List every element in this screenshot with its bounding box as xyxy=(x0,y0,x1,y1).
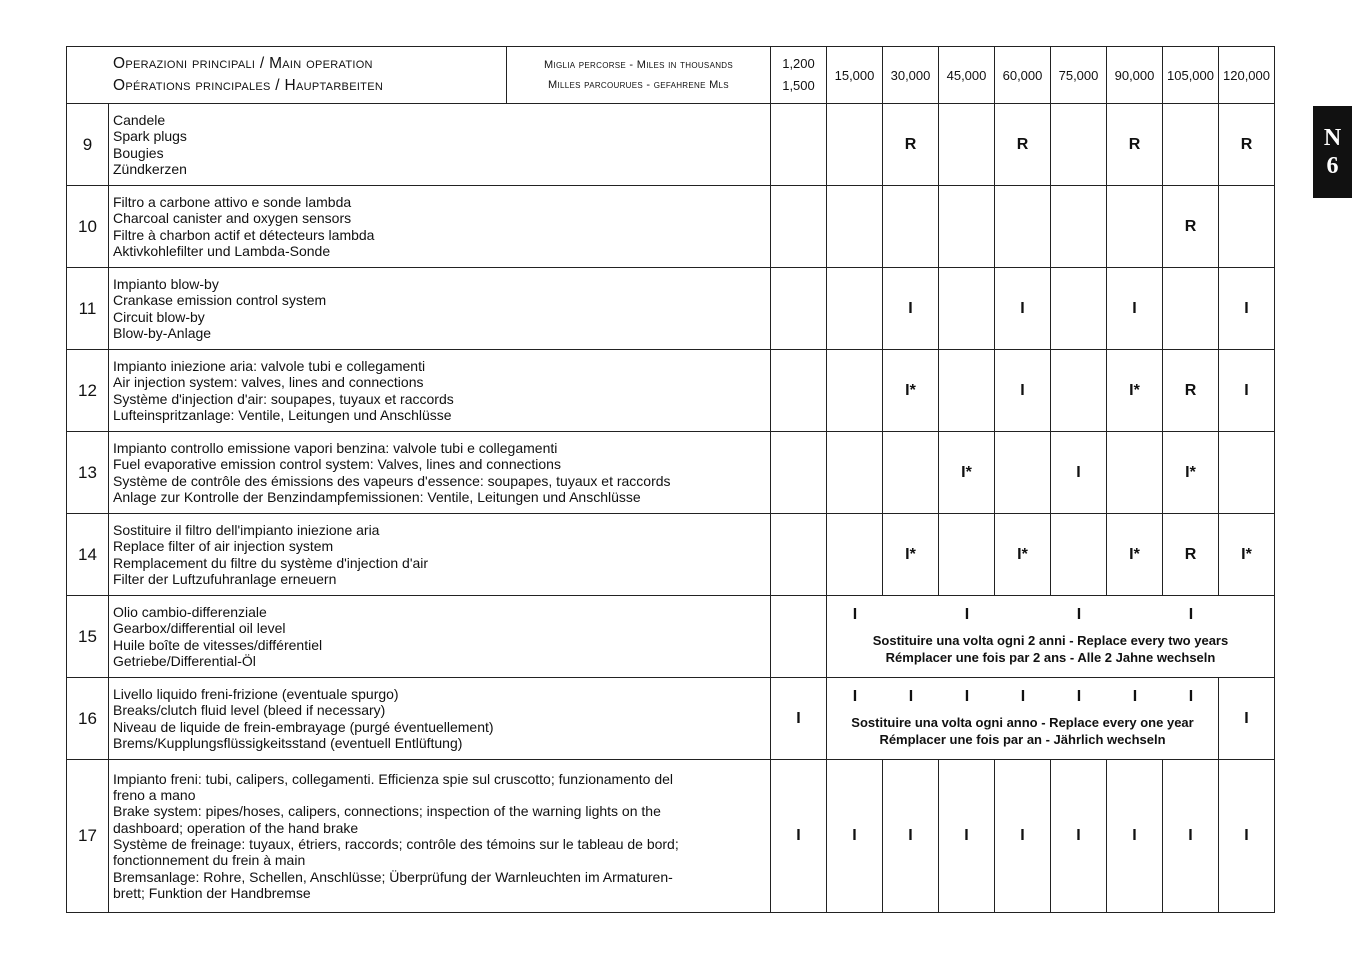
interval-tick: I xyxy=(1076,606,1082,623)
replacement-note-cell xyxy=(827,678,1219,760)
interval-header: 75,000 xyxy=(1051,47,1107,104)
description-line: Crankase emission control system xyxy=(113,292,327,309)
interval-mark: I* xyxy=(883,350,939,432)
item-description xyxy=(109,678,771,760)
item-description xyxy=(109,432,771,514)
main-operation-line2: Opérations principales / Hauptarbeiten xyxy=(113,77,384,94)
main-operation-header xyxy=(67,47,507,104)
interval-mark xyxy=(771,186,827,268)
description-line: Bremsanlage: Rohre, Schellen, Anschlüsse; Überprüfung der Warnleuchten im Armaturen- xyxy=(113,868,673,885)
interval-mark: R xyxy=(1163,350,1219,432)
interval-header: 15,000 xyxy=(827,47,883,104)
item-number: 11 xyxy=(67,268,109,350)
section-tab xyxy=(1313,106,1352,198)
description-line: Impianto freni: tubi, calipers, collegamenti. Efficienza spie sul cruscotto; funzionamento del xyxy=(113,770,674,787)
item-number: 10 xyxy=(67,186,109,268)
interval-mark xyxy=(827,514,883,596)
interval-mark xyxy=(939,186,995,268)
interval-tick: I xyxy=(1188,606,1194,623)
interval-mark: I* xyxy=(995,514,1051,596)
interval-mark: R xyxy=(1107,104,1163,186)
interval-mark: I xyxy=(1107,268,1163,350)
description-line: fonctionnement du frein à main xyxy=(113,852,306,869)
interval-tick: I xyxy=(1076,688,1082,705)
description-line: Filtro a carbone attivo e sonde lambda xyxy=(113,193,352,210)
description-line: Anlage zur Kontrolle der Benzindampfemissionen: Ventile, Leitungen und Anschlüsse xyxy=(113,488,641,505)
interval-mark xyxy=(1163,104,1219,186)
interval-mark: R xyxy=(1219,104,1275,186)
interval-mark: I* xyxy=(1107,514,1163,596)
interval-mark xyxy=(827,350,883,432)
description-line: Système de contrôle des émissions des vapeurs d'essence: soupapes, tuyaux et raccords xyxy=(113,472,671,489)
description-line: freno a mano xyxy=(113,787,196,804)
interval-mark: I xyxy=(771,760,827,913)
interval-header: 120,000 xyxy=(1219,47,1275,104)
interval-mark xyxy=(883,186,939,268)
table-row xyxy=(67,268,1275,350)
interval-mark xyxy=(1051,186,1107,268)
description-line: Candele xyxy=(113,111,166,128)
replacement-note xyxy=(827,632,1274,666)
interval-mark: I* xyxy=(1163,432,1219,514)
interval-mark xyxy=(995,186,1051,268)
table-row xyxy=(67,432,1275,514)
interval-mark: I xyxy=(1107,760,1163,913)
item-number: 12 xyxy=(67,350,109,432)
interval-mark: I xyxy=(1219,350,1275,432)
replacement-note-cell xyxy=(827,596,1275,678)
description-line: brett; Funktion der Handbremse xyxy=(113,884,311,901)
note-line: Sostituire una volta ogni 2 anni - Replace every two years xyxy=(872,633,1229,648)
section-tab-number: 6 xyxy=(1326,153,1339,179)
note-line: Rémplacer une fois par 2 ans - Alle 2 Jahne wechseln xyxy=(885,650,1216,665)
description-line: Bougies xyxy=(113,144,164,161)
description-line: Remplacement du filtre du système d'injection d'air xyxy=(113,554,429,571)
item-number: 15 xyxy=(67,596,109,678)
interval-mark: I xyxy=(771,678,827,760)
description-line: Charcoal canister and oxygen sensors xyxy=(113,210,352,227)
interval-mark xyxy=(771,432,827,514)
interval-mark: I* xyxy=(1219,514,1275,596)
interval-header: 60,000 xyxy=(995,47,1051,104)
description-line: Blow-by-Anlage xyxy=(113,324,212,341)
interval-mark xyxy=(1051,350,1107,432)
first-interval-line1: 1,200 xyxy=(782,56,815,71)
first-interval-header xyxy=(771,47,827,104)
description-line: Sostituire il filtro dell'impianto iniezione aria xyxy=(113,521,380,538)
miles-line1: Miglia percorse - Miles in thousands xyxy=(544,59,733,71)
description-line: Impianto iniezione aria: valvole tubi e collegamenti xyxy=(113,357,426,374)
table-row xyxy=(67,678,1275,760)
description-line: Niveau de liquide de frein-embrayage (purgé éventuellement) xyxy=(113,718,494,735)
description-line: Filter der Luftzufuhranlage erneuern xyxy=(113,570,337,587)
interval-mark xyxy=(1219,432,1275,514)
interval-mark xyxy=(827,186,883,268)
interval-mark: I xyxy=(883,268,939,350)
interval-mark xyxy=(827,104,883,186)
interval-mark xyxy=(1051,268,1107,350)
interval-mark xyxy=(827,268,883,350)
interval-mark xyxy=(939,514,995,596)
description-line: Olio cambio-differenziale xyxy=(113,603,267,620)
interval-mark xyxy=(1051,104,1107,186)
description-line: Aktivkohlefilter und Lambda-Sonde xyxy=(113,242,331,259)
interval-header: 30,000 xyxy=(883,47,939,104)
item-number: 16 xyxy=(67,678,109,760)
interval-header: 105,000 xyxy=(1163,47,1219,104)
item-description xyxy=(109,596,771,678)
description-line: Lufteinspritzanlage: Ventile, Leitungen und Anschlüsse xyxy=(113,406,452,423)
description-line: Livello liquido freni-frizione (eventuale spurgo) xyxy=(113,685,399,702)
description-line: Circuit blow-by xyxy=(113,308,205,325)
maintenance-table xyxy=(66,46,1275,913)
table-row xyxy=(67,104,1275,186)
interval-mark xyxy=(883,432,939,514)
description-line: Système d'injection d'air: soupapes, tuyaux et raccords xyxy=(113,390,454,407)
item-number: 9 xyxy=(67,104,109,186)
interval-mark xyxy=(1051,514,1107,596)
empty-cell xyxy=(771,596,827,678)
note-line: Rémplacer une fois par an - Jährlich wechseln xyxy=(879,732,1166,747)
interval-tick: I xyxy=(964,688,970,705)
description-line: Filtre à charbon actif et détecteurs lambda xyxy=(113,226,375,243)
description-line: Zündkerzen xyxy=(113,160,187,177)
interval-tick: I xyxy=(1132,688,1138,705)
interval-mark xyxy=(995,432,1051,514)
item-description xyxy=(109,104,771,186)
description-line: Brems/Kupplungsflüssigkeitsstand (eventuell Entlüftung) xyxy=(113,734,463,751)
table-row xyxy=(67,350,1275,432)
description-line: Getriebe/Differential-Öl xyxy=(113,652,256,669)
interval-tick: I xyxy=(1188,688,1194,705)
table-row xyxy=(67,186,1275,268)
interval-mark: R xyxy=(1163,514,1219,596)
interval-header: 90,000 xyxy=(1107,47,1163,104)
interval-mark: I xyxy=(883,760,939,913)
table-body xyxy=(67,47,1275,913)
interval-tick: I xyxy=(964,606,970,623)
description-line: Impianto controllo emissione vapori benzina: valvole tubi e collegamenti xyxy=(113,439,558,456)
interval-mark: I* xyxy=(883,514,939,596)
interval-mark xyxy=(1219,186,1275,268)
interval-tick: I xyxy=(1020,688,1026,705)
description-line: Gearbox/differential oil level xyxy=(113,620,286,637)
interval-mark xyxy=(827,432,883,514)
item-description xyxy=(109,760,771,913)
interval-tick: I xyxy=(852,606,858,623)
table-row xyxy=(67,514,1275,596)
interval-mark xyxy=(771,350,827,432)
interval-mark: I xyxy=(1051,432,1107,514)
first-interval-line2: 1,500 xyxy=(782,78,815,93)
description-line: Système de freinage: tuyaux, étriers, raccords; contrôle des témoins sur le tableau de bord; xyxy=(113,836,679,852)
description-line: Breaks/clutch fluid level (bleed if necessary) xyxy=(113,702,386,719)
item-number: 14 xyxy=(67,514,109,596)
interval-mark: R xyxy=(1163,186,1219,268)
interval-mark: I xyxy=(1051,760,1107,913)
interval-mark: I xyxy=(995,268,1051,350)
description-line: Huile boîte de vitesses/différentiel xyxy=(113,636,323,653)
interval-mark: I xyxy=(995,350,1051,432)
interval-mark: I xyxy=(939,760,995,913)
interval-mark: I xyxy=(1219,760,1275,913)
item-description xyxy=(109,350,771,432)
interval-mark xyxy=(939,268,995,350)
interval-mark xyxy=(771,514,827,596)
interval-mark: I xyxy=(995,760,1051,913)
description-line: Impianto blow-by xyxy=(113,275,219,292)
interval-mark: I* xyxy=(939,432,995,514)
header-row xyxy=(67,47,1275,104)
interval-ticks xyxy=(827,688,1218,706)
interval-mark: R xyxy=(995,104,1051,186)
interval-mark: I xyxy=(1219,678,1275,760)
description-line: Brake system: pipes/hoses, calipers, connections; inspection of the warning lights on the xyxy=(113,803,661,820)
interval-ticks xyxy=(827,606,1274,624)
interval-header: 45,000 xyxy=(939,47,995,104)
interval-mark: I xyxy=(827,760,883,913)
interval-mark xyxy=(1107,432,1163,514)
main-operation-line1: Operazioni principali / Main operation xyxy=(113,55,373,72)
miles-header xyxy=(507,47,771,104)
interval-mark: I xyxy=(1219,268,1275,350)
interval-mark xyxy=(771,104,827,186)
item-number: 17 xyxy=(67,760,109,913)
item-description xyxy=(109,268,771,350)
description-line: Replace filter of air injection system xyxy=(113,538,334,555)
item-description xyxy=(109,186,771,268)
interval-mark: I xyxy=(1163,760,1219,913)
interval-tick: I xyxy=(852,688,858,705)
interval-mark: R xyxy=(883,104,939,186)
interval-mark xyxy=(1163,268,1219,350)
interval-mark: I* xyxy=(1107,350,1163,432)
table-row xyxy=(67,760,1275,913)
interval-mark xyxy=(939,350,995,432)
note-line: Sostituire una volta ogni anno - Replace every one year xyxy=(851,715,1194,730)
replacement-note xyxy=(827,714,1218,748)
description-line: Air injection system: valves, lines and connections xyxy=(113,374,424,391)
section-tab-letter: N xyxy=(1323,125,1342,151)
table-row xyxy=(67,596,1275,678)
miles-line2: Milles parcourues - gefahrene Mls xyxy=(548,79,729,91)
interval-mark xyxy=(939,104,995,186)
interval-mark xyxy=(771,268,827,350)
item-description xyxy=(109,514,771,596)
item-number: 13 xyxy=(67,432,109,514)
interval-tick: I xyxy=(908,688,914,705)
description-line: Fuel evaporative emission control system: Valves, lines and connections xyxy=(113,456,561,473)
description-line: Spark plugs xyxy=(113,128,187,145)
description-line: dashboard; operation of the hand brake xyxy=(113,819,359,836)
interval-mark xyxy=(1107,186,1163,268)
